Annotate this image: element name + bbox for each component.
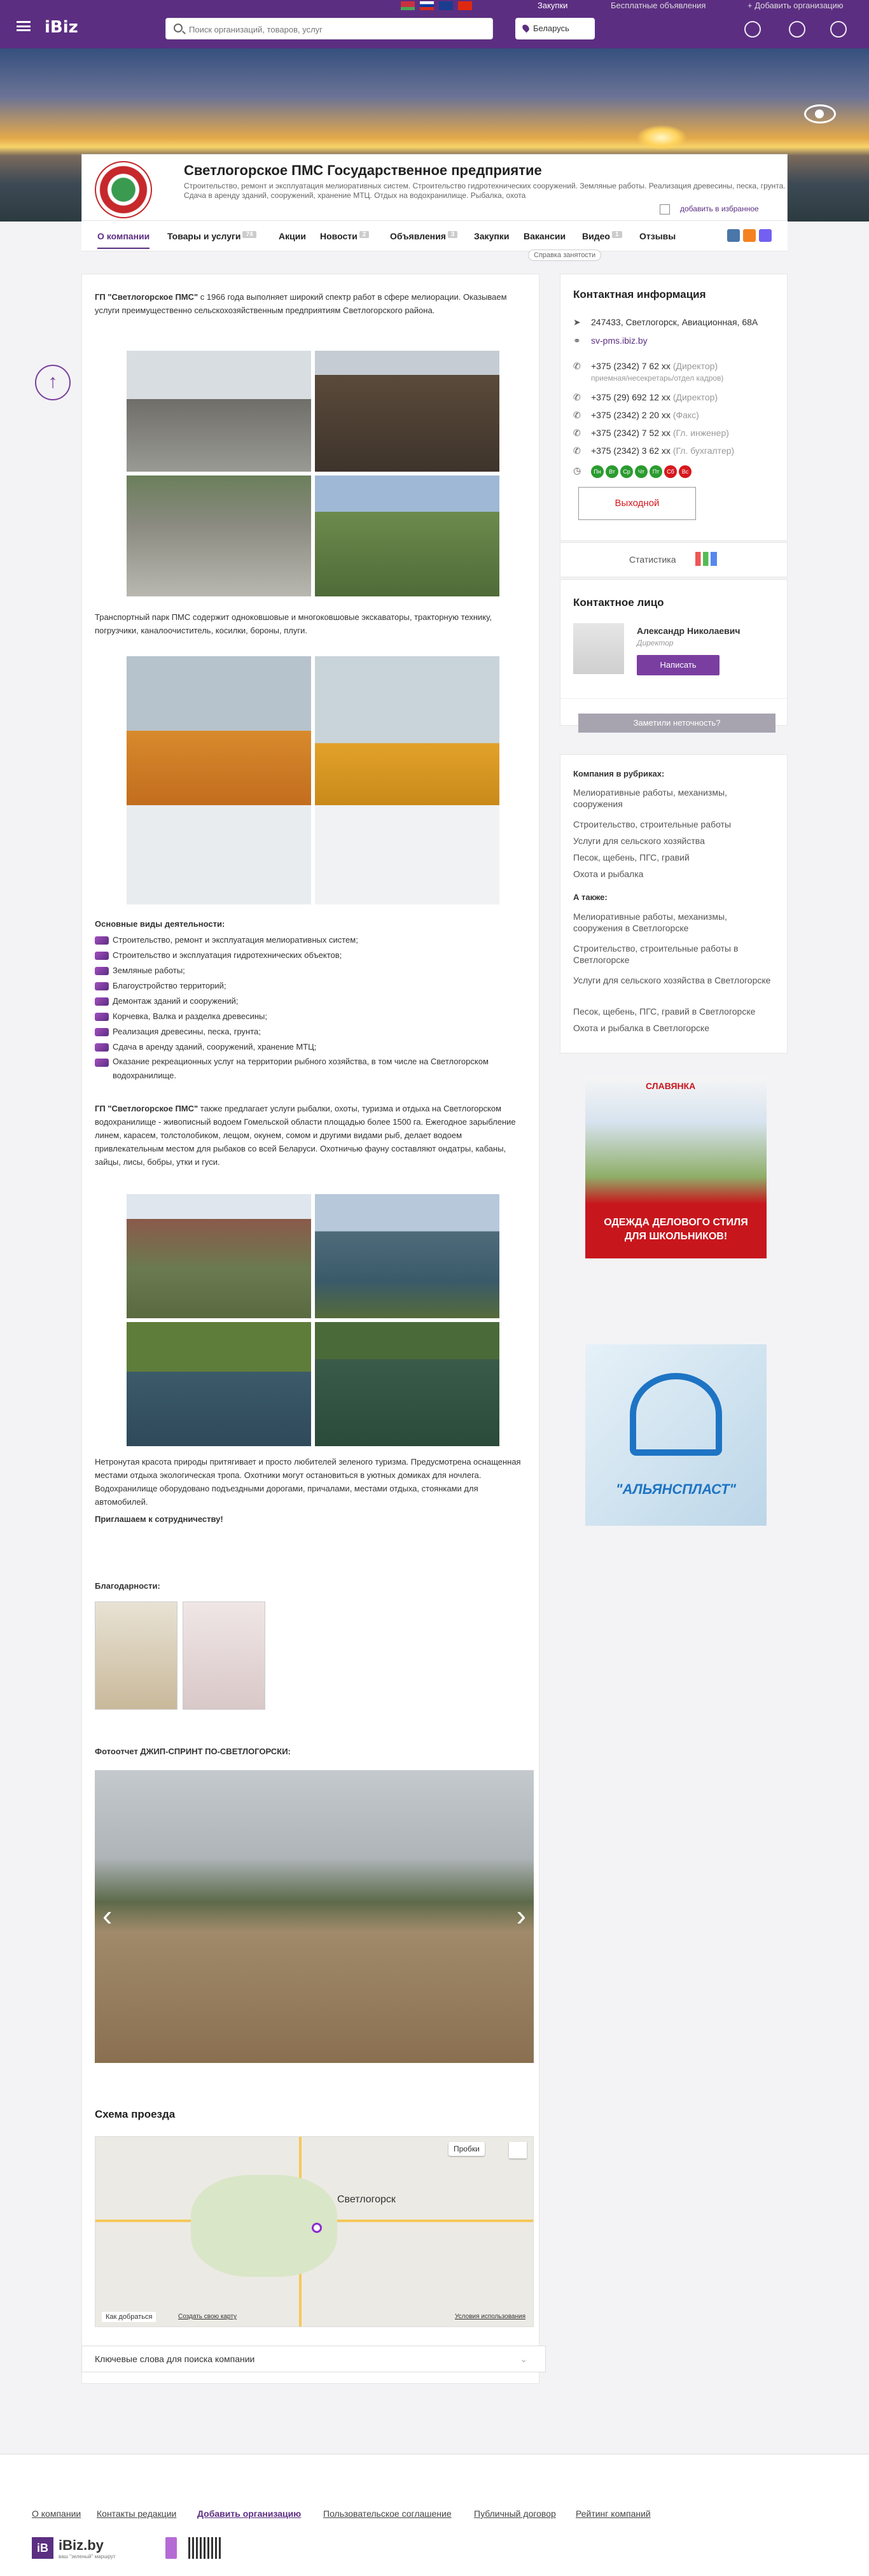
status-badge: Выходной (578, 487, 696, 520)
stats-link[interactable]: Статистика (629, 554, 676, 565)
phone-row (573, 428, 729, 439)
phone-note: (Директор) (672, 361, 718, 371)
photo-excavator-snow[interactable] (127, 351, 311, 472)
also-title: А также: (573, 892, 608, 902)
phone-number[interactable]: +375 (2342) 2 20 xx (591, 410, 671, 420)
phone-icon: ✆ (573, 446, 581, 456)
phone-note: (Гл. инженер) (672, 428, 729, 438)
list-item: Оказание рекреационных услуг на территории рыбного хозяйства, в том числе на Светлогорском водохранилище. (95, 1055, 527, 1085)
footer-tagline: ваш "зеленый" маршрут (59, 2554, 116, 2559)
footer-logo-icon: iB (32, 2537, 53, 2559)
intro-bold: ГП "Светлогорское ПМС" (95, 292, 198, 302)
invite-text: Приглашаем к сотрудничеству! (95, 1514, 223, 1524)
tab-count: 74 (242, 231, 256, 238)
scroll-top-icon[interactable]: ↑ (35, 365, 71, 400)
person-title: Контактное лицо (573, 596, 664, 609)
clock-icon: ◷ (573, 465, 581, 475)
phone-row (573, 361, 718, 372)
tab-label: Закупки (474, 231, 510, 241)
company-name: Светлогорское ПМС Государственное предприятие (184, 162, 542, 178)
route-map[interactable] (95, 2136, 534, 2327)
company-description: Строительство, ремонт и эксплуатация мелиоративных систем. Строительство гидротехнических сооружений. Земляные работы. Реализация древесины, песка, грунта. Сдача в аренду зданий, сооружений, хранение МТЦ. Отдых на водохранилище. Рыбалка, охота (184, 181, 786, 200)
phone-number[interactable]: +375 (2342) 7 62 xx (591, 361, 671, 371)
flag-en-icon[interactable] (439, 1, 453, 10)
photo-pier[interactable] (315, 1194, 499, 1318)
flag-ru-icon[interactable] (420, 1, 434, 10)
map-route-link[interactable]: Как добраться (102, 2312, 156, 2322)
footer-link[interactable]: Публичный договор (474, 2509, 556, 2519)
tab-reviews[interactable] (639, 231, 676, 241)
list-item: Корчевка, Валка и разделка древесины; (95, 1009, 527, 1024)
person-role: Директор (637, 638, 674, 647)
contact-person-panel (560, 579, 788, 726)
main-content (81, 274, 539, 2384)
footer-link[interactable]: Рейтинг компаний (576, 2509, 651, 2519)
map-pin-icon[interactable] (312, 2223, 322, 2233)
person-name: Александр Николаевич (637, 626, 740, 636)
rubric-link[interactable]: Песок, щебень, ПГС, гравий (573, 852, 690, 862)
search-icon (174, 24, 183, 32)
recreation-text: также предлагает услуги рыбалки, охоты, туризма и отдыха на Светлогорском водохранилище - живописный водоем Гомельской области площадью более 1500 га. Ежегодное зарыбление линем, карасем, толстолобиком, лещом, окунем, сомом и другими видами рыб, делает водоем привлекательным местом для рыбаков со всей Беларуси. Охотничью фауну составляют ондатры, кабаны, зайцы, лисы, бобры, утки и гуси. (95, 1104, 516, 1167)
photo-concrete-bridge[interactable] (315, 475, 499, 596)
tab-about[interactable] (97, 231, 149, 249)
activities-list (95, 933, 527, 1085)
stats-panel (560, 542, 788, 577)
footer-link[interactable]: Контакты редакции (97, 2509, 177, 2519)
tab-count: 3 (448, 231, 458, 238)
rubric-link[interactable]: Мелиоративные работы, механизмы, сооружения в Светлогорске (573, 911, 727, 933)
contact-panel (560, 274, 788, 541)
rubric-link[interactable]: Охота и рыбалка (573, 869, 644, 879)
photo-orange-excavator[interactable] (127, 656, 311, 904)
rubrics-title: Компания в рубриках: (573, 769, 665, 778)
phone-note-cont: приемная/несекретарь/отдел кадров) (591, 374, 724, 383)
sunset-sun (636, 125, 687, 150)
map-terms-link[interactable]: Условия использования (455, 2313, 525, 2320)
compare-icon[interactable] (789, 21, 805, 38)
tab-label: Акции (279, 231, 306, 241)
company-nav (81, 221, 788, 251)
site-logo[interactable]: iBiz (45, 18, 78, 37)
map-title: Схема проезда (95, 2108, 176, 2120)
link-icon: ⚭ (573, 335, 581, 346)
favorites-icon[interactable] (744, 21, 761, 38)
report-error-button[interactable]: Заметили неточность? (578, 714, 775, 733)
rubric-link[interactable]: Услуги для сельского хозяйства в Светлогорске (573, 975, 771, 985)
website[interactable] (573, 335, 648, 346)
contact-title: Контактная информация (573, 288, 706, 300)
viber-icon[interactable] (759, 229, 772, 242)
tab-label: Вакансии (524, 231, 566, 241)
procurements-link[interactable]: Закупки (538, 1, 568, 10)
phone-row (573, 392, 718, 403)
photo-fisherman-boat[interactable] (315, 1322, 499, 1446)
phone-icon: ✆ (573, 392, 581, 402)
visually-impaired-eye-icon[interactable] (804, 104, 836, 123)
rubric-link[interactable]: Услуги для сельского хозяйства (573, 836, 705, 846)
map-create-link[interactable]: Создать свою карту (178, 2313, 237, 2320)
ad-banner-alyansplast[interactable] (585, 1344, 767, 1526)
address (573, 317, 758, 328)
list-item: Благоустройство территорий; (95, 978, 527, 994)
add-favorite[interactable] (680, 204, 759, 213)
search-input[interactable] (189, 22, 482, 36)
ad-logo (630, 1373, 722, 1456)
phone-number[interactable]: +375 (29) 692 12 xx (591, 392, 671, 402)
tab-label: Новости (320, 231, 358, 241)
flag-by-icon[interactable] (401, 1, 415, 10)
barcode-icon (188, 2537, 221, 2559)
phone-note: (Факс) (672, 410, 699, 420)
day-badge: Чт (635, 465, 648, 478)
rubric-link[interactable]: Охота и рыбалка в Светлогорске (573, 1023, 709, 1033)
thanks-letter-2[interactable] (183, 1601, 265, 1710)
transport-paragraph: Транспортный парк ПМС содержит одноковшовые и многоковшовые экскаваторы, тракторную технику, погрузчики, каналоочиститель, косилки, бороны, плуги. (95, 612, 492, 635)
chevron-down-icon: ⌄ (520, 2354, 527, 2364)
location-pin-icon (521, 24, 531, 33)
phone-note: (Гл. бухгалтер) (672, 446, 735, 456)
list-item: Земляные работы; (95, 963, 527, 978)
photo-wooden-bridge[interactable] (127, 1322, 311, 1446)
photo-yellow-excavator[interactable] (315, 656, 499, 904)
thanks-title: Благодарности: (95, 1581, 160, 1591)
rubric-link[interactable]: Песок, щебень, ПГС, гравий в Светлогорске (573, 1006, 756, 1017)
footer-link[interactable]: Пользовательское соглашение (323, 2509, 452, 2519)
intro-paragraph (95, 290, 527, 317)
photo-pump-station[interactable] (127, 1194, 311, 1318)
list-item: Строительство и эксплуатация гидротехнических объектов; (95, 948, 527, 963)
recreation-bold: ГП "Светлогорское ПМС" (95, 1104, 198, 1113)
intro-text: с 1966 года выполняет широкий спектр работ в сфере мелиорации. Оказываем услуги преимущественно сельскохозяйственным предприятиям Светлогорского района. (95, 292, 507, 315)
search-box[interactable] (165, 18, 493, 39)
nature-paragraph: Нетронутая красота природы притягивает и просто любителей зеленого туризма. Предусмотрена оснащенная местами отдыха экологическая тропа. Охотники могут остановиться в уютных домиках для ночлега. Водохранилище оборудовано подъездными дорогами, причалами, местами отдыха, стоянками для автомобилей. (95, 1457, 521, 1507)
ad-text: ОДЕЖДА ДЕЛОВОГО СТИЛЯ ДЛЯ ШКОЛЬНИКОВ! (604, 1217, 748, 1242)
phone-icon: ✆ (573, 410, 581, 420)
login-icon[interactable] (830, 21, 847, 38)
day-badge: Пн (591, 465, 604, 478)
company-logo (95, 161, 152, 218)
phone-number[interactable]: +375 (2342) 3 62 xx (591, 446, 671, 456)
region-selector[interactable] (515, 18, 595, 39)
rubric-link[interactable]: Строительство, строительные работы (573, 819, 732, 829)
day-badge: Вс (679, 465, 692, 478)
tab-video[interactable] (582, 231, 622, 241)
tab-label: О компании (97, 231, 150, 241)
ok-icon[interactable] (743, 229, 756, 242)
photo-drainage-ditch[interactable] (315, 351, 499, 472)
tab-label: Отзывы (639, 231, 676, 241)
work-hours (573, 465, 693, 478)
vk-icon[interactable] (727, 229, 740, 242)
rubric-link[interactable]: Строительство, строительные работы в Светлогорске (573, 943, 739, 965)
keywords-accordion[interactable] (81, 2346, 546, 2372)
tab-procurements[interactable] (474, 231, 509, 241)
list-item: Сдача в аренду зданий, сооружений, хранение МТЦ; (95, 1039, 527, 1055)
day-badge: Вт (606, 465, 618, 478)
website-link[interactable]: sv-pms.ibiz.by (591, 335, 648, 346)
recreation-paragraph (95, 1102, 527, 1169)
phone-number[interactable]: +375 (2342) 7 52 xx (591, 428, 671, 438)
tab-products[interactable] (167, 231, 256, 241)
add-org-link[interactable]: + Добавить организацию (747, 1, 844, 10)
phone-icon: ✆ (573, 428, 581, 438)
phone-icon: ✆ (573, 361, 581, 371)
rubrics-panel (560, 754, 788, 1053)
tab-label: Объявления (390, 231, 446, 241)
footer-link[interactable]: О компании (32, 2509, 81, 2519)
region-label: Беларусь (533, 24, 569, 33)
location-icon: ➤ (573, 317, 581, 327)
photo-report-title: Фотоотчет ДЖИП-СПРИНТ ПО-СВЕТЛОГОРСКИ: (95, 1747, 291, 1756)
tab-label: Товары и услуги (167, 231, 241, 241)
tab-vacancies[interactable] (524, 231, 566, 241)
phone-row (573, 446, 734, 456)
phone-row (573, 410, 699, 421)
footer-logo[interactable]: iBiz.by (59, 2537, 104, 2553)
flag-cn-icon[interactable] (458, 1, 472, 10)
tab-news[interactable] (320, 231, 369, 241)
divider (560, 698, 788, 699)
list-item: Строительство, ремонт и эксплуатация мелиоративных систем; (95, 933, 527, 948)
menu-icon[interactable] (17, 21, 31, 31)
keywords-label: Ключевые слова для поиска компании (95, 2354, 255, 2364)
rubric-link[interactable]: Мелиоративные работы, механизмы, сооружения (573, 787, 727, 809)
tab-promotions[interactable] (279, 231, 306, 241)
activities-title: Основные виды деятельности: (95, 919, 225, 929)
tab-count: 2 (359, 231, 370, 238)
favorite-checkbox[interactable] (660, 204, 670, 215)
thanks-letter-1[interactable] (95, 1601, 177, 1710)
favorite-label: добавить в избранное (680, 204, 759, 213)
free-ads-link[interactable]: Бесплатные объявления (611, 1, 706, 10)
write-button[interactable]: Написать (637, 655, 720, 675)
tab-ads[interactable] (390, 231, 457, 241)
list-item: Демонтаж зданий и сооружений; (95, 994, 527, 1009)
photo-culvert-pipe[interactable] (127, 475, 311, 596)
slider-prev-icon[interactable]: ‹ (102, 1899, 113, 1932)
list-item: Реализация древесины, песка, грунта; (95, 1024, 527, 1039)
footer-badge-icon (165, 2537, 177, 2559)
language-flags (401, 0, 477, 13)
company-header-card (81, 154, 788, 221)
ad-brand: СЛАВЯНКА (646, 1081, 696, 1091)
footer-link[interactable]: Добавить организацию (197, 2509, 302, 2519)
chart-icon[interactable] (695, 552, 717, 566)
map-traffic-button[interactable]: Пробки (448, 2142, 485, 2156)
tab-count: 1 (612, 231, 622, 238)
top-bar (0, 0, 869, 48)
address-text: 247433, Светлогорск, Авиационная, 68А (591, 317, 758, 327)
fullscreen-icon[interactable] (509, 2142, 527, 2158)
day-badge: Ср (620, 465, 633, 478)
day-badge: Пт (650, 465, 662, 478)
ad-text: "АЛЬЯНСПЛАСТ" (616, 1481, 736, 1497)
tab-label: Видео (582, 231, 610, 241)
jeep-sprint-slider[interactable] (95, 1770, 534, 2063)
day-badge: Сб (664, 465, 677, 478)
map-city-label: Светлогорск (337, 2194, 396, 2205)
avatar (573, 623, 624, 674)
slider-next-icon[interactable]: › (516, 1899, 526, 1932)
employment-tooltip: Справка занятости (528, 250, 601, 261)
ad-banner-slavyanka[interactable] (585, 1077, 767, 1258)
phone-note: (Директор) (672, 392, 718, 402)
